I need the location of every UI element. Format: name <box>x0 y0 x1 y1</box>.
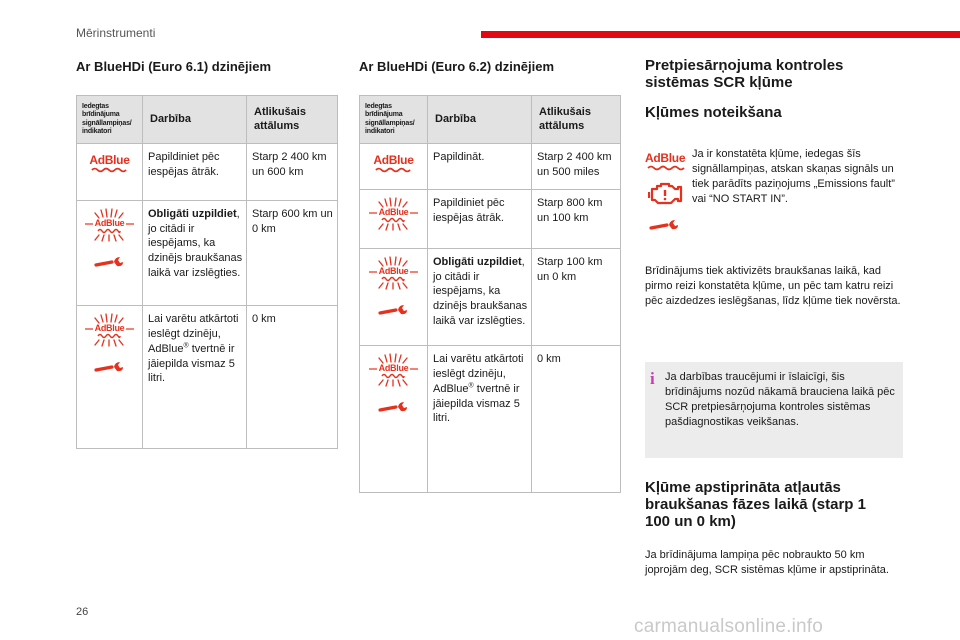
action-text: Lai varētu atkārtoti ieslēgt dzinēju, AdBlue® tvertnē ir jāiepilda vismaz 5 litri. <box>148 313 239 385</box>
engine-fault-icon <box>648 181 684 207</box>
activation-paragraph: Brīdinājums tiek aktivizēts braukšanas laikā, kad pirmo reizi konstatēta kļūme, un pēc tam katru reizi pēc aizdedzes ieslēgšanas, līdz kļūme tiek novērsta. <box>645 265 901 307</box>
confirmed-paragraph: Ja brīdinājuma lampiņa pēc nobraukto 50 km joprojām deg, SCR sistēmas kļūme ir apstiprināta. <box>645 549 889 576</box>
action-text: , jo citādi ir iespējams, ka dzinējs braukšanas laikā var izslēgties. <box>148 208 243 279</box>
action-cell <box>428 190 532 249</box>
detection-text: Ja ir konstatēta kļūme, iedegas šīs signāllampiņas, atskan skaņas signāls un tiek parādīts paziņojums „Emissions fault” vai “NO START IN”. <box>692 148 895 205</box>
action-text: Papildiniet pēc iespējas ātrāk. <box>148 151 220 178</box>
table-row <box>360 190 621 249</box>
remaining-cell: 0 km <box>532 346 621 493</box>
wrench-icon <box>378 401 410 415</box>
table-row <box>360 144 621 190</box>
adblue-alert-icon: AdBlue <box>369 255 419 290</box>
action-emphasis: Obligāti uzpildiet <box>433 256 522 268</box>
header-action: Darbība <box>428 96 532 144</box>
remaining-cell: Starp 600 km un 0 km <box>247 201 338 306</box>
euro62-table <box>359 95 621 493</box>
info-icon: i <box>650 369 655 388</box>
page-number: 26 <box>76 606 89 618</box>
action-emphasis: Obligāti uzpildiet <box>148 208 237 220</box>
header-remaining: Atlikušais attālums <box>532 96 621 144</box>
remaining-cell: Starp 800 km un 100 km <box>532 190 621 249</box>
euro62-title: Ar BlueHDi (Euro 6.2) dzinējiem <box>359 59 555 74</box>
scr-fault-title: Pretpiesārņojuma kontroles sistēmas SCR kļūme <box>645 57 844 91</box>
action-cell <box>428 249 532 346</box>
wrench-icon <box>94 256 126 270</box>
adblue-alert-icon: AdBlue <box>369 196 419 231</box>
euro61-title: Ar BlueHDi (Euro 6.1) dzinējiem <box>76 59 272 74</box>
section-header: Mērinstrumenti <box>76 26 156 40</box>
indicator-cell <box>77 201 143 306</box>
table-row <box>360 346 621 493</box>
action-cell <box>143 144 247 201</box>
remaining-cell: Starp 2 400 km un 600 km <box>247 144 338 201</box>
action-text: Papildiniet pēc iespējas ātrāk. <box>433 197 505 224</box>
action-cell <box>143 306 247 449</box>
indicator-cell <box>77 306 143 449</box>
action-text: Lai varētu atkārtoti ieslēgt dzinēju, AdBlue® tvertnē ir jāiepilda vismaz 5 litri. <box>433 353 524 425</box>
wrench-icon <box>378 304 410 318</box>
adblue-icon: AdBlue <box>373 144 413 173</box>
action-text: Papildināt. <box>433 151 485 163</box>
wrench-icon <box>94 361 126 375</box>
euro61-table <box>76 95 338 449</box>
adblue-alert-icon: AdBlue <box>369 352 419 387</box>
header-indicator: Iedegtas brīdinājuma signāllampiņas/ indikatori <box>77 96 143 144</box>
adblue-alert-icon: AdBlue <box>85 312 135 347</box>
indicator-cell <box>360 144 428 190</box>
action-cell <box>428 346 532 493</box>
header-indicator: Iedegtas brīdinājuma signāllampiņas/ indikatori <box>360 96 428 144</box>
adblue-alert-icon: AdBlue <box>85 207 135 242</box>
indicator-cell <box>360 190 428 249</box>
info-box <box>645 362 903 458</box>
table-row <box>77 144 338 201</box>
action-cell <box>428 144 532 190</box>
remaining-cell: 0 km <box>247 306 338 449</box>
wrench-icon <box>649 219 681 233</box>
action-text: , jo citādi ir iespējams, ka dzinējs braukšanas laikā var izslēgties. <box>433 256 528 327</box>
header-action: Darbība <box>143 96 247 144</box>
table-row <box>360 249 621 346</box>
action-cell <box>143 201 247 306</box>
info-text: Ja darbības traucējumi ir īslaicīgi, šis brīdinājums nozūd nākamā brauciena laikā pēc SCR pretpiesārņojuma kontroles sistēmas pašdiagnostikas veikšanas. <box>665 371 895 428</box>
remaining-cell: Starp 2 400 km un 500 miles <box>532 144 621 190</box>
header-remaining: Atlikušais attālums <box>247 96 338 144</box>
indicator-cell <box>360 346 428 493</box>
indicator-cell <box>360 249 428 346</box>
detection-icons <box>645 152 687 233</box>
table-row <box>77 306 338 449</box>
header-accent-bar <box>481 31 960 38</box>
adblue-icon: AdBlue <box>645 152 687 171</box>
adblue-icon: AdBlue <box>89 144 129 173</box>
detection-subtitle: Kļūmes noteikšana <box>645 104 782 121</box>
watermark: carmanualsonline.info <box>634 616 824 637</box>
remaining-cell: Starp 100 km un 0 km <box>532 249 621 346</box>
table-row <box>77 201 338 306</box>
confirmed-fault-subtitle: Kļūme apstiprināta atļautās braukšanas fāzes laikā (starp 1 100 un 0 km) <box>645 479 866 530</box>
indicator-cell <box>77 144 143 201</box>
